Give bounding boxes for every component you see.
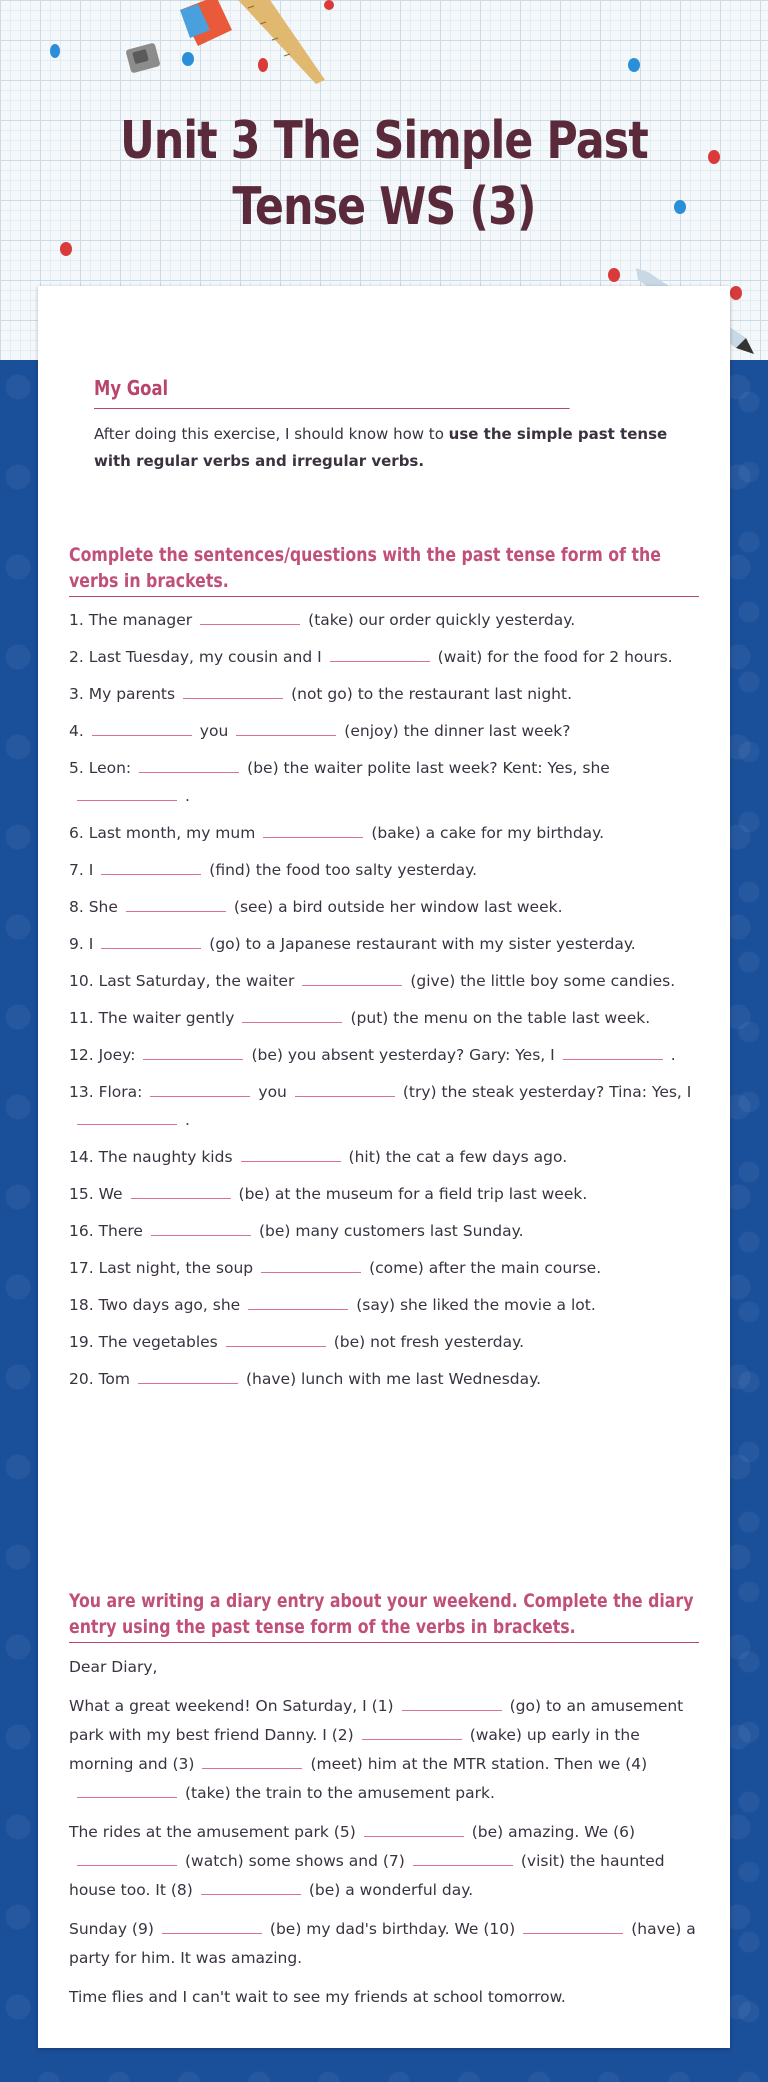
question-text: 11. The waiter gently bbox=[69, 1009, 235, 1027]
section-divider bbox=[69, 596, 699, 597]
question-text: 2. Last Tuesday, my cousin and I bbox=[69, 648, 322, 666]
section-heading: Complete the sentences/questions with the past tense form of the verbs in brackets. bbox=[69, 544, 661, 592]
diary-paragraph bbox=[69, 1818, 699, 1905]
answer-blank[interactable] bbox=[101, 931, 201, 949]
answer-blank[interactable] bbox=[248, 1292, 348, 1310]
question-text: (be) a wonderful day. bbox=[308, 1881, 474, 1899]
question-text: (say) she liked the movie a lot. bbox=[356, 1296, 596, 1314]
question-text: 4. bbox=[69, 722, 84, 740]
goal-box bbox=[94, 376, 674, 475]
question-text: What a great weekend! On Saturday, I (1) bbox=[69, 1697, 394, 1715]
answer-blank[interactable] bbox=[523, 1916, 623, 1934]
question-text: (give) the little boy some candies. bbox=[410, 972, 676, 990]
question-item bbox=[69, 1217, 699, 1245]
sentences-section bbox=[69, 542, 699, 1393]
decorative-dot bbox=[608, 268, 620, 282]
page-title: Unit 3 The Simple Past Tense WS (3) bbox=[120, 111, 648, 237]
question-text: . bbox=[185, 1111, 190, 1129]
question-text: (have) lunch with me last Wednesday. bbox=[246, 1370, 541, 1388]
question-text: (meet) him at the MTR station. Then we (4) bbox=[310, 1755, 648, 1773]
question-text: 1. The manager bbox=[69, 611, 193, 629]
question-text: (be) the waiter polite last week? Kent: Yes, she bbox=[247, 759, 610, 777]
question-item bbox=[69, 967, 699, 995]
question-item bbox=[69, 1041, 699, 1069]
answer-blank[interactable] bbox=[263, 820, 363, 838]
question-text: (enjoy) the dinner last week? bbox=[344, 722, 571, 740]
question-text: (try) the steak yesterday? Tina: Yes, I bbox=[402, 1083, 692, 1101]
question-text: (take) the train to the amusement park. bbox=[185, 1784, 495, 1802]
diary-section bbox=[69, 1588, 699, 2012]
question-text: (have) a party for him. It was amazing. bbox=[69, 1920, 696, 1967]
question-text: (watch) some shows and (7) bbox=[185, 1852, 405, 1870]
question-item bbox=[69, 819, 699, 847]
answer-blank[interactable] bbox=[413, 1848, 513, 1866]
question-item bbox=[69, 643, 699, 671]
answer-blank[interactable] bbox=[295, 1079, 395, 1097]
question-item bbox=[69, 1143, 699, 1171]
goal-text bbox=[94, 421, 674, 475]
question-item bbox=[69, 680, 699, 708]
answer-blank[interactable] bbox=[201, 1877, 301, 1895]
answer-blank[interactable] bbox=[77, 783, 177, 801]
question-text: (come) after the main course. bbox=[369, 1259, 602, 1277]
eraser-icon bbox=[180, 0, 232, 46]
answer-blank[interactable] bbox=[126, 894, 226, 912]
ruler-icon bbox=[238, 0, 325, 84]
question-text: (go) to an amusement park with my best friend Danny. I (2) bbox=[69, 1697, 684, 1744]
answer-blank[interactable] bbox=[77, 1848, 177, 1866]
decorative-dot bbox=[60, 242, 72, 256]
answer-blank[interactable] bbox=[131, 1181, 231, 1199]
question-text: 9. I bbox=[69, 935, 94, 953]
question-text: (be) you absent yesterday? Gary: Yes, I bbox=[251, 1046, 555, 1064]
sharpener-icon bbox=[125, 43, 160, 74]
question-text: 10. Last Saturday, the waiter bbox=[69, 972, 295, 990]
answer-blank[interactable] bbox=[242, 1005, 342, 1023]
section-heading: You are writing a diary entry about your weekend. Complete the diary entry using the past tense form of the verbs in brackets. bbox=[69, 1590, 694, 1638]
answer-blank[interactable] bbox=[183, 681, 283, 699]
question-text: . bbox=[185, 787, 190, 805]
diary-paragraph bbox=[69, 1692, 699, 1808]
question-item bbox=[69, 717, 699, 745]
decorative-dot bbox=[50, 44, 60, 58]
answer-blank[interactable] bbox=[202, 1751, 302, 1769]
question-text: you bbox=[258, 1083, 287, 1101]
answer-blank[interactable] bbox=[364, 1819, 464, 1837]
answer-blank[interactable] bbox=[143, 1042, 243, 1060]
answer-blank[interactable] bbox=[362, 1722, 462, 1740]
question-text: (be) at the museum for a field trip last week. bbox=[238, 1185, 588, 1203]
answer-blank[interactable] bbox=[226, 1329, 326, 1347]
answer-blank[interactable] bbox=[150, 1079, 250, 1097]
question-text: 13. Flora: bbox=[69, 1083, 143, 1101]
question-text: (wait) for the food for 2 hours. bbox=[437, 648, 673, 666]
question-item bbox=[69, 754, 699, 810]
diary-entry bbox=[69, 1653, 699, 2012]
question-text: 5. Leon: bbox=[69, 759, 132, 777]
question-text: (bake) a cake for my birthday. bbox=[371, 824, 605, 842]
question-text: The rides at the amusement park (5) bbox=[69, 1823, 356, 1841]
question-item bbox=[69, 1291, 699, 1319]
answer-blank[interactable] bbox=[162, 1916, 262, 1934]
question-text: 17. Last night, the soup bbox=[69, 1259, 254, 1277]
question-item bbox=[69, 856, 699, 884]
question-text: Dear Diary, bbox=[69, 1658, 158, 1676]
answer-blank[interactable] bbox=[330, 644, 430, 662]
question-text: 14. The naughty kids bbox=[69, 1148, 233, 1166]
question-text: (not go) to the restaurant last night. bbox=[291, 685, 573, 703]
question-text: 3. My parents bbox=[69, 685, 176, 703]
question-text: (put) the menu on the table last week. bbox=[350, 1009, 651, 1027]
diary-paragraph bbox=[69, 1915, 699, 1973]
question-text: (hit) the cat a few days ago. bbox=[348, 1148, 568, 1166]
answer-blank[interactable] bbox=[200, 607, 300, 625]
question-item bbox=[69, 1365, 699, 1393]
answer-blank[interactable] bbox=[151, 1218, 251, 1236]
question-text: (be) many customers last Sunday. bbox=[258, 1222, 524, 1240]
answer-blank[interactable] bbox=[139, 755, 239, 773]
answer-blank[interactable] bbox=[77, 1107, 177, 1125]
question-text: 20. Tom bbox=[69, 1370, 130, 1388]
decorative-dot bbox=[628, 58, 640, 72]
question-text: (visit) the haunted house too. It (8) bbox=[69, 1852, 665, 1899]
decorative-dot bbox=[708, 150, 720, 164]
question-item bbox=[69, 1254, 699, 1282]
question-text: Sunday (9) bbox=[69, 1920, 154, 1938]
goal-text-start: After doing this exercise, I should know how to bbox=[94, 425, 449, 443]
answer-blank[interactable] bbox=[261, 1255, 361, 1273]
goal-heading: My Goal bbox=[94, 376, 570, 409]
question-item bbox=[69, 606, 699, 634]
answer-blank[interactable] bbox=[302, 968, 402, 986]
diary-paragraph bbox=[69, 1983, 699, 2012]
question-item bbox=[69, 1180, 699, 1208]
question-list bbox=[69, 606, 699, 1393]
stationery-illustration bbox=[120, 0, 340, 90]
question-text: (be) my dad's birthday. We (10) bbox=[269, 1920, 516, 1938]
question-text: 16. There bbox=[69, 1222, 143, 1240]
question-text: you bbox=[199, 722, 229, 740]
question-text: (find) the food too salty yesterday. bbox=[209, 861, 478, 879]
question-text: 12. Joey: bbox=[69, 1046, 136, 1064]
diary-paragraph bbox=[69, 1653, 699, 1682]
question-text: (be) not fresh yesterday. bbox=[333, 1333, 525, 1351]
question-text: 8. She bbox=[69, 898, 118, 916]
question-item bbox=[69, 893, 699, 921]
question-text: . bbox=[670, 1046, 676, 1064]
answer-blank[interactable] bbox=[563, 1042, 663, 1060]
question-text: 7. I bbox=[69, 861, 94, 879]
question-text: (wake) up early in the morning and (3) bbox=[69, 1726, 640, 1773]
question-text: (go) to a Japanese restaurant with my sister yesterday. bbox=[209, 935, 636, 953]
answer-blank[interactable] bbox=[241, 1144, 341, 1162]
answer-blank[interactable] bbox=[138, 1366, 238, 1384]
answer-blank[interactable] bbox=[236, 718, 336, 736]
question-item bbox=[69, 1328, 699, 1356]
question-text: Time flies and I can't wait to see my friends at school tomorrow. bbox=[69, 1988, 566, 2006]
question-text: (be) amazing. We (6) bbox=[471, 1823, 636, 1841]
question-item bbox=[69, 930, 699, 958]
question-item bbox=[69, 1078, 699, 1134]
question-text: 18. Two days ago, she bbox=[69, 1296, 241, 1314]
answer-blank[interactable] bbox=[101, 857, 201, 875]
worksheet-card bbox=[38, 286, 730, 2048]
question-text: (take) our order quickly yesterday. bbox=[308, 611, 576, 629]
question-text: 19. The vegetables bbox=[69, 1333, 218, 1351]
section-divider bbox=[69, 1642, 699, 1643]
question-item bbox=[69, 1004, 699, 1032]
question-text: 15. We bbox=[69, 1185, 123, 1203]
goal-text-bold: use the simple past tense with regular verbs and irregular verbs. bbox=[94, 425, 668, 470]
question-text: 6. Last month, my mum bbox=[69, 824, 256, 842]
answer-blank[interactable] bbox=[92, 718, 192, 736]
answer-blank[interactable] bbox=[77, 1780, 177, 1798]
question-text: (see) a bird outside her window last week. bbox=[233, 898, 563, 916]
answer-blank[interactable] bbox=[402, 1693, 502, 1711]
